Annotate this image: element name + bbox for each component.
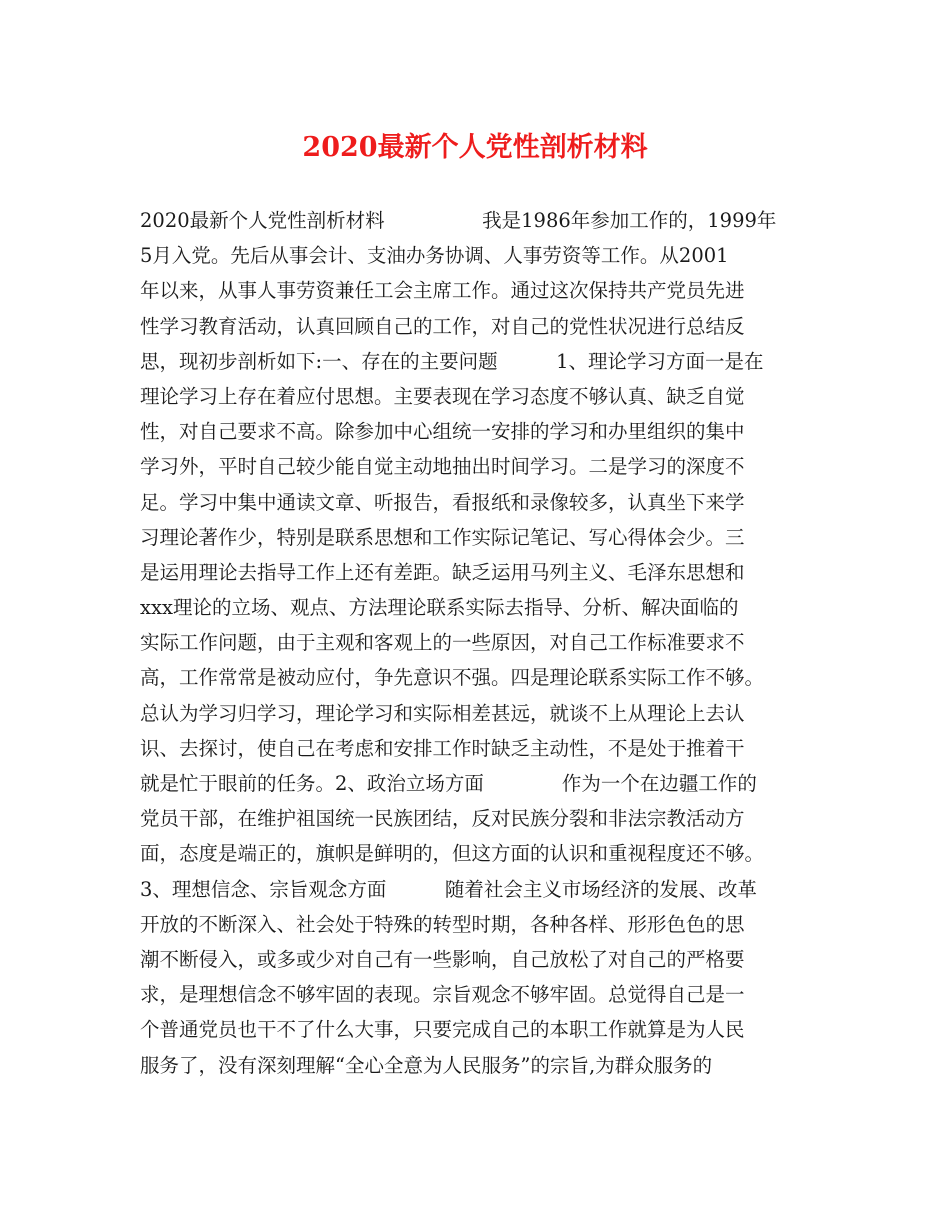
body-text-line: 面，态度是端正的，旗帜是鲜明的，但这方面的认识和重视程度还不够。 (140, 842, 765, 866)
body-text-line: 性，对自己要求不高。除参加中心组统一安排的学习和办里组织的集中 (140, 420, 745, 444)
body-text-line: xxx理论的立场、观点、方法理论联系实际去指导、分析、解决面临的 (140, 596, 739, 620)
body-text-line: 习理论著作少，特别是联系思想和工作实际记笔记、写心得体会少。三 (140, 525, 745, 549)
body-text-line: 个普通党员也干不了什么大事，只要完成自己的本职工作就算是为人民 (140, 1018, 745, 1042)
body-text-line: 实际工作问题，由于主观和客观上的一些原因，对自己工作标准要求不 (140, 631, 745, 655)
body-text-line: 党员干部，在维护祖国统一民族团结，反对民族分裂和非法宗教活动方 (140, 807, 745, 831)
body-text-line: 3、理想信念、宗旨观念方面 随着社会主义市场经济的发展、改革 (140, 877, 757, 901)
body-text-line: 服务了，没有深刻理解“全心全意为人民服务”的宗旨,为群众服务的 (140, 1053, 713, 1077)
body-text-line: 2020最新个人党性剖析材料 我是1986年参加工作的，1999年 (140, 209, 777, 232)
body-text-line: 总认为学习归学习，理论学习和实际相差甚远，就谈不上从理论上去认 (140, 701, 745, 725)
body-text-line: 学习外，平时自己较少能自觉主动地抽出时间学习。二是学习的深度不 (140, 455, 745, 479)
body-text-line: 性学习教育活动，认真回顾自己的工作，对自己的党性状况进行总结反 (140, 314, 745, 338)
body-text-line: 足。学习中集中通读文章、听报告，看报纸和录像较多，认真坐下来学 (140, 490, 745, 514)
body-text-line: 思，现初步剖析如下:一、存在的主要问题 1、理论学习方面一是在 (140, 349, 764, 373)
body-text-line: 就是忙于眼前的任务。2、政治立场方面 作为一个在边疆工作的 (140, 772, 757, 795)
body-text-line: 5月入党。先后从事会计、支油办务协调、人事劳资等工作。从2001 (140, 244, 729, 268)
body-text-line: 是运用理论去指导工作上还有差距。缺乏运用马列主义、毛泽东思想和 (140, 560, 745, 584)
body-text-line: 理论学习上存在着应付思想。主要表现在学习态度不够认真、缺乏自觉 (140, 384, 745, 408)
body-text-line: 年以来，从事人事劳资兼任工会主席工作。通过这次保持共产党员先进 (140, 279, 745, 303)
body-text-line: 潮不断侵入，或多或少对自己有一些影响，自己放松了对自己的严格要 (140, 947, 745, 971)
body-text-line: 识、去探讨，使自己在考虑和安排工作时缺乏主动性，不是处于推着干 (140, 736, 745, 760)
document-body (140, 203, 824, 1083)
document-title: 2020最新个人党性剖析材料 (302, 132, 648, 163)
body-text-line: 求，是理想信念不够牢固的表现。宗旨观念不够牢固。总觉得自己是一 (140, 983, 745, 1007)
body-text-line: 高，工作常常是被动应付，争先意识不强。四是理论联系实际工作不够。 (140, 666, 765, 690)
body-text-line: 开放的不断深入、社会处于特殊的转型时期，各种各样、形形色色的思 (140, 912, 745, 936)
